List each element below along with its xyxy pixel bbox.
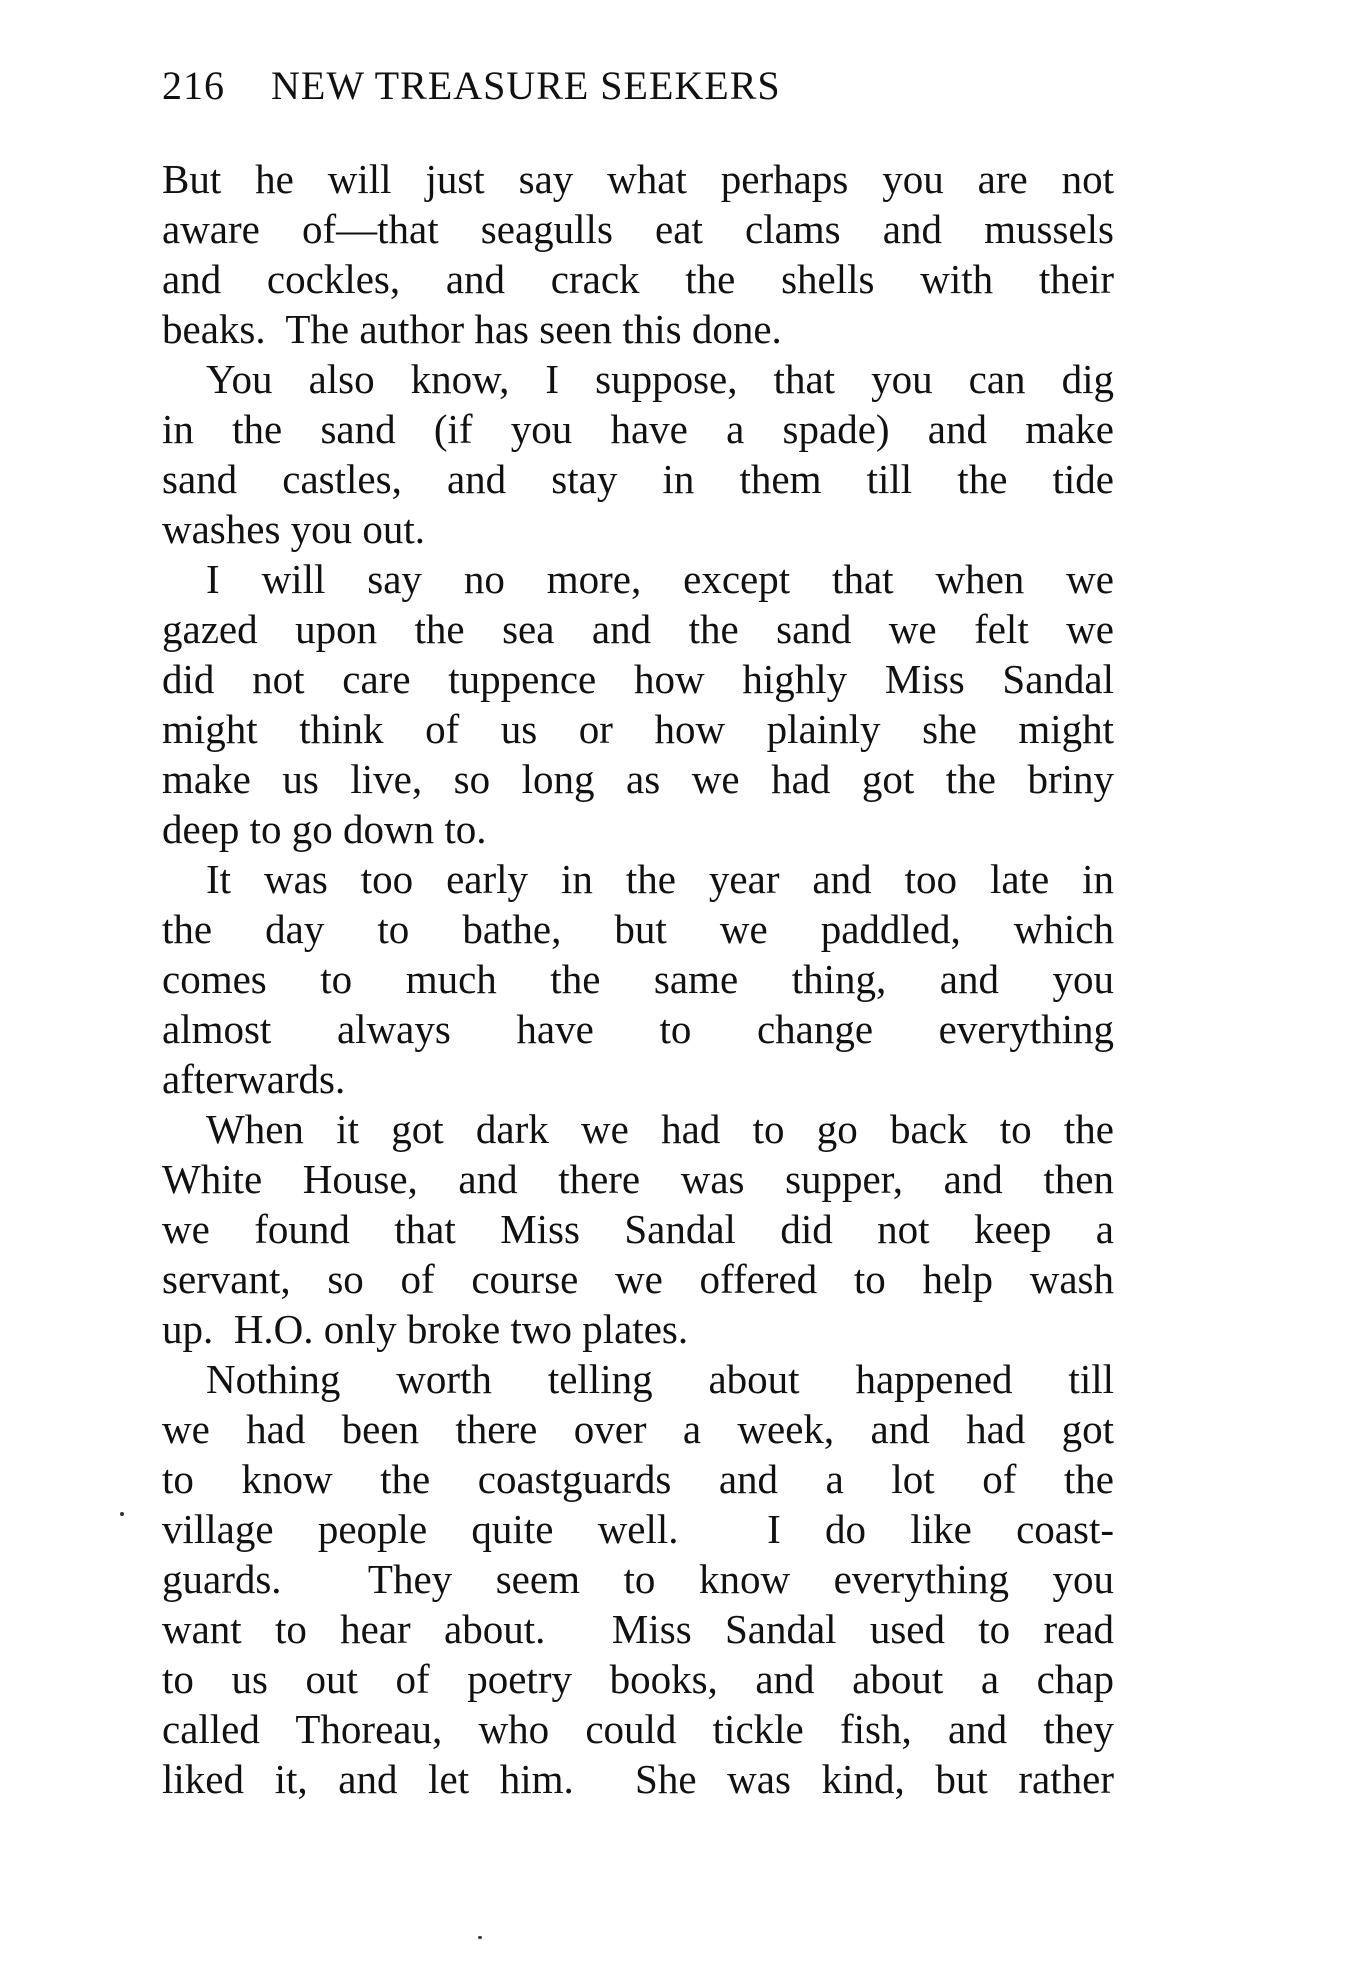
text-line: I will say no more, except that when we	[206, 556, 1114, 602]
text-line: afterwards.	[162, 1056, 346, 1102]
text-line: Nothing worth telling about happened till	[206, 1356, 1114, 1402]
text-line: and cockles, and crack the shells with their	[162, 256, 1114, 302]
page-number: 216	[162, 63, 225, 108]
text-line: beaks. The author has seen this done.	[162, 306, 782, 352]
body-text	[162, 154, 1114, 1804]
text-line: When it got dark we had to go back to the	[206, 1106, 1114, 1152]
text-line: want to hear about. Miss Sandal used to read	[162, 1606, 1114, 1652]
text-line: deep to go down to.	[162, 806, 487, 852]
text-line: But he will just say what perhaps you are not	[162, 156, 1114, 202]
text-line: You also know, I suppose, that you can dig	[206, 356, 1114, 402]
text-line: servant, so of course we offered to help wash	[162, 1256, 1114, 1302]
text-line: White House, and there was supper, and then	[162, 1156, 1114, 1202]
margin-speck	[478, 1936, 482, 1939]
text-line: make us live, so long as we had got the briny	[162, 756, 1114, 802]
text-line: almost always have to change everything	[162, 1006, 1114, 1052]
text-line: It was too early in the year and too late in	[206, 856, 1114, 902]
text-line: aware of—that seagulls eat clams and mussels	[162, 206, 1114, 252]
text-line: in the sand (if you have a spade) and make	[162, 406, 1114, 452]
text-line: we found that Miss Sandal did not keep a	[162, 1206, 1114, 1252]
text-line: the day to bathe, but we paddled, which	[162, 906, 1114, 952]
text-line: village people quite well. I do like coast-	[162, 1506, 1114, 1552]
text-line: washes you out.	[162, 506, 426, 552]
text-line: up. H.O. only broke two plates.	[162, 1306, 689, 1352]
margin-speck	[120, 1512, 124, 1516]
text-line: we had been there over a week, and had got	[162, 1406, 1114, 1452]
text-line: guards. They seem to know everything you	[162, 1556, 1114, 1602]
running-header	[162, 62, 781, 109]
text-line: sand castles, and stay in them till the tide	[162, 456, 1114, 502]
text-line: gazed upon the sea and the sand we felt we	[162, 606, 1114, 652]
text-line: to us out of poetry books, and about a chap	[162, 1656, 1114, 1702]
text-line: liked it, and let him. She was kind, but rather	[162, 1756, 1114, 1802]
running-title: NEW TREASURE SEEKERS	[271, 63, 781, 108]
text-line: called Thoreau, who could tickle fish, and they	[162, 1706, 1114, 1752]
text-line: did not care tuppence how highly Miss Sandal	[162, 656, 1114, 702]
text-line: comes to much the same thing, and you	[162, 956, 1114, 1002]
text-line: to know the coastguards and a lot of the	[162, 1456, 1114, 1502]
text-line: might think of us or how plainly she might	[162, 706, 1114, 752]
